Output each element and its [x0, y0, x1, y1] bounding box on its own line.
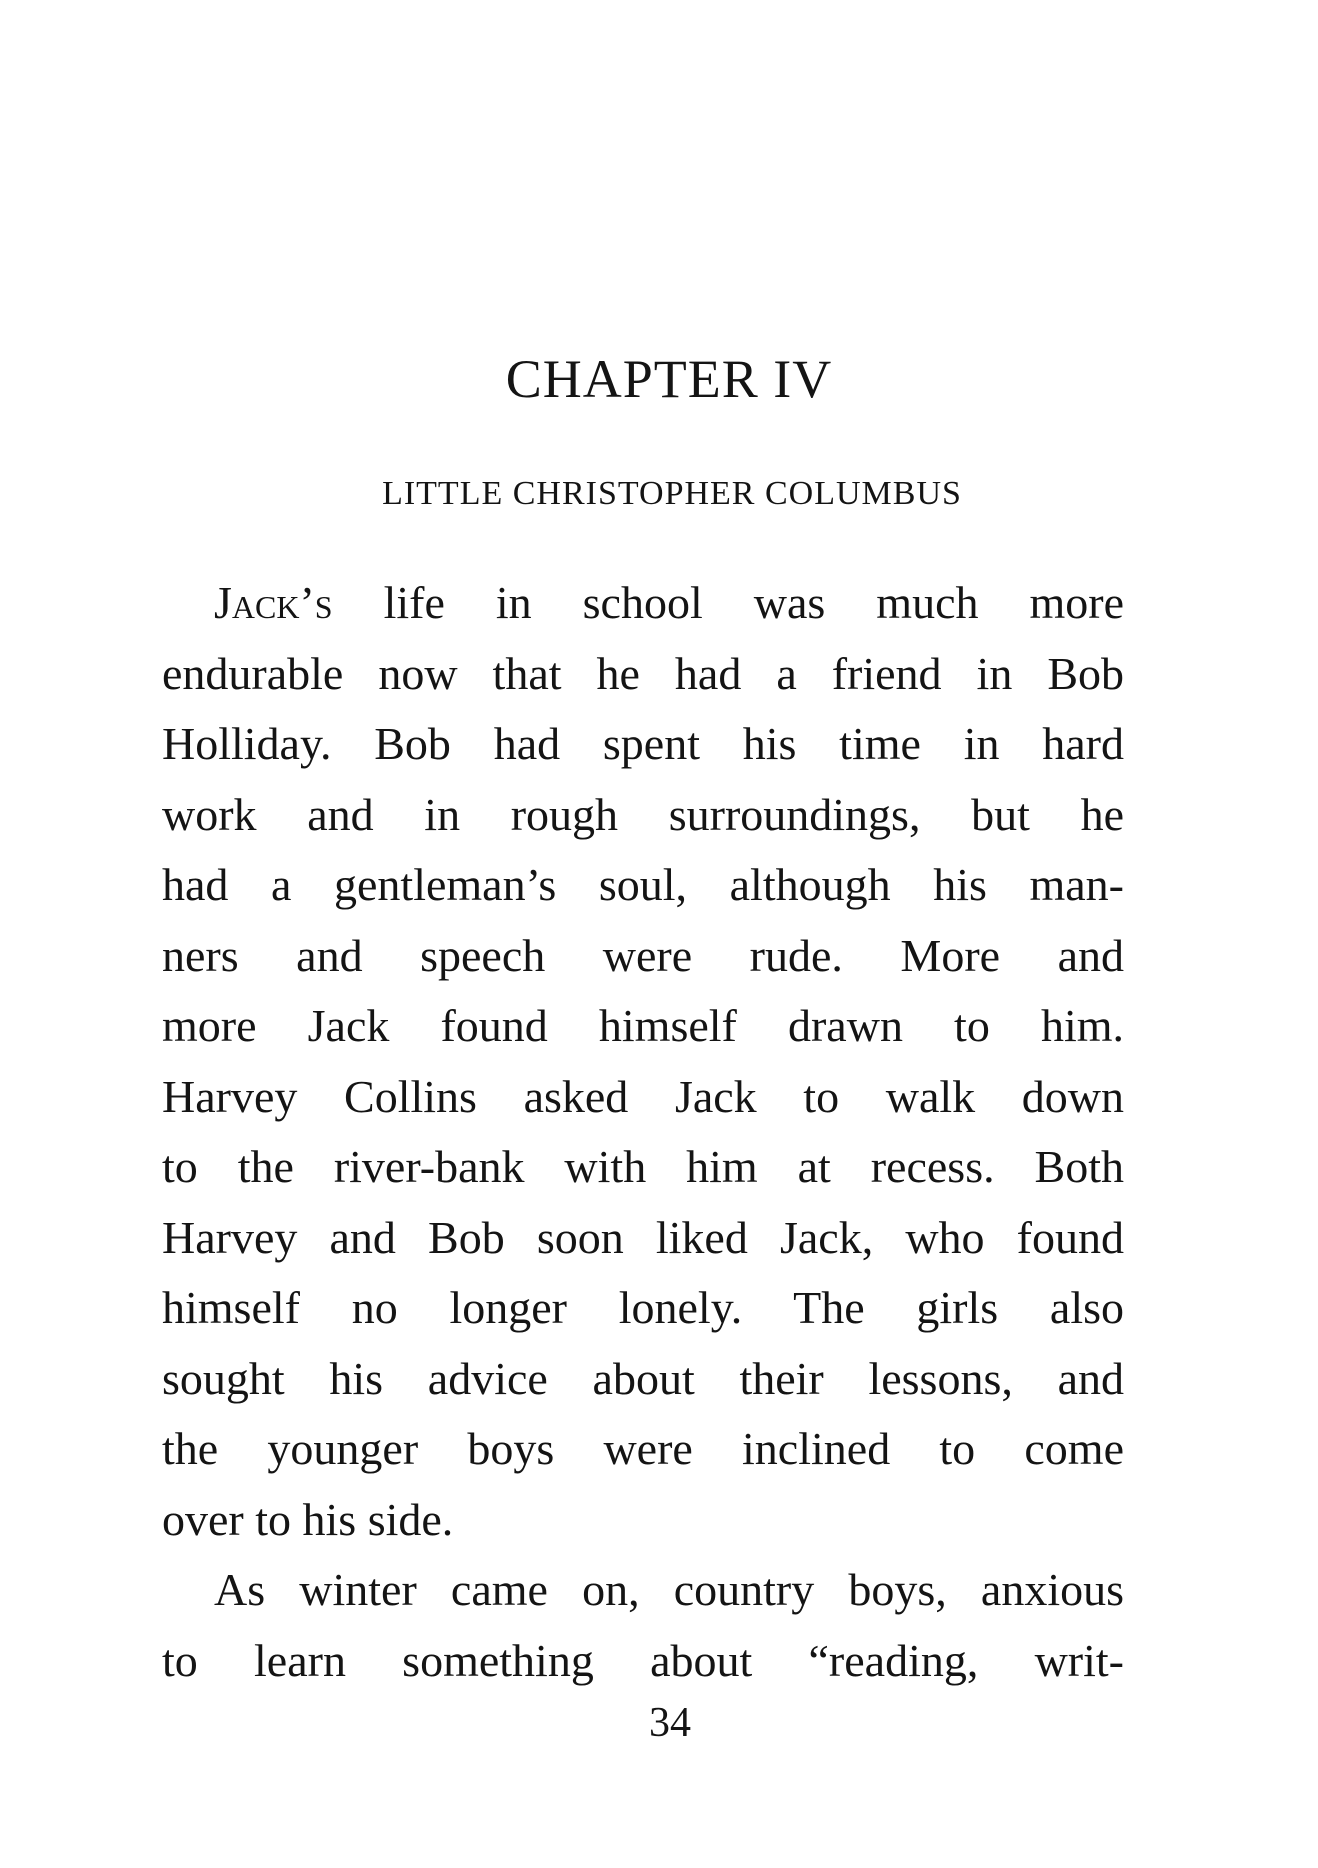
text-line: Harvey and Bob soon liked Jack, who found — [162, 1211, 1124, 1263]
chapter-number: CHAPTER IV — [505, 349, 833, 409]
text-line: Holliday. Bob had spent his time in hard — [162, 718, 1124, 769]
text-line: more Jack found himself drawn to him. — [162, 1000, 1124, 1051]
line-text: life in school was much more — [383, 577, 1124, 628]
text-line: to the river-bank with him at recess. Both — [162, 1141, 1124, 1192]
text-line: over to his side. — [162, 1493, 454, 1545]
text-line: ners and speech were rude. More and — [162, 929, 1124, 981]
body-text — [162, 568, 1124, 1696]
text-line: to learn something about “reading, writ- — [162, 1634, 1124, 1686]
text-line: As winter came on, country boys, anxious — [214, 1564, 1124, 1615]
text-line — [162, 568, 1124, 639]
text-line: work and in rough surroundings, but he — [162, 788, 1124, 840]
text-line: Harvey Collins asked Jack to walk down — [162, 1070, 1124, 1122]
text-line: the younger boys were inclined to come — [162, 1423, 1124, 1474]
page-number: 34 — [649, 1700, 691, 1746]
text-line: had a gentleman’s soul, although his man- — [162, 859, 1124, 910]
text-line: endurable now that he had a friend in Bob — [162, 647, 1124, 699]
text-line: himself no longer lonely. The girls also — [162, 1282, 1124, 1333]
lead-word: Jack’s — [214, 577, 333, 628]
text-line: sought his advice about their lessons, and — [162, 1352, 1124, 1404]
chapter-title: LITTLE CHRISTOPHER COLUMBUS — [382, 475, 962, 512]
